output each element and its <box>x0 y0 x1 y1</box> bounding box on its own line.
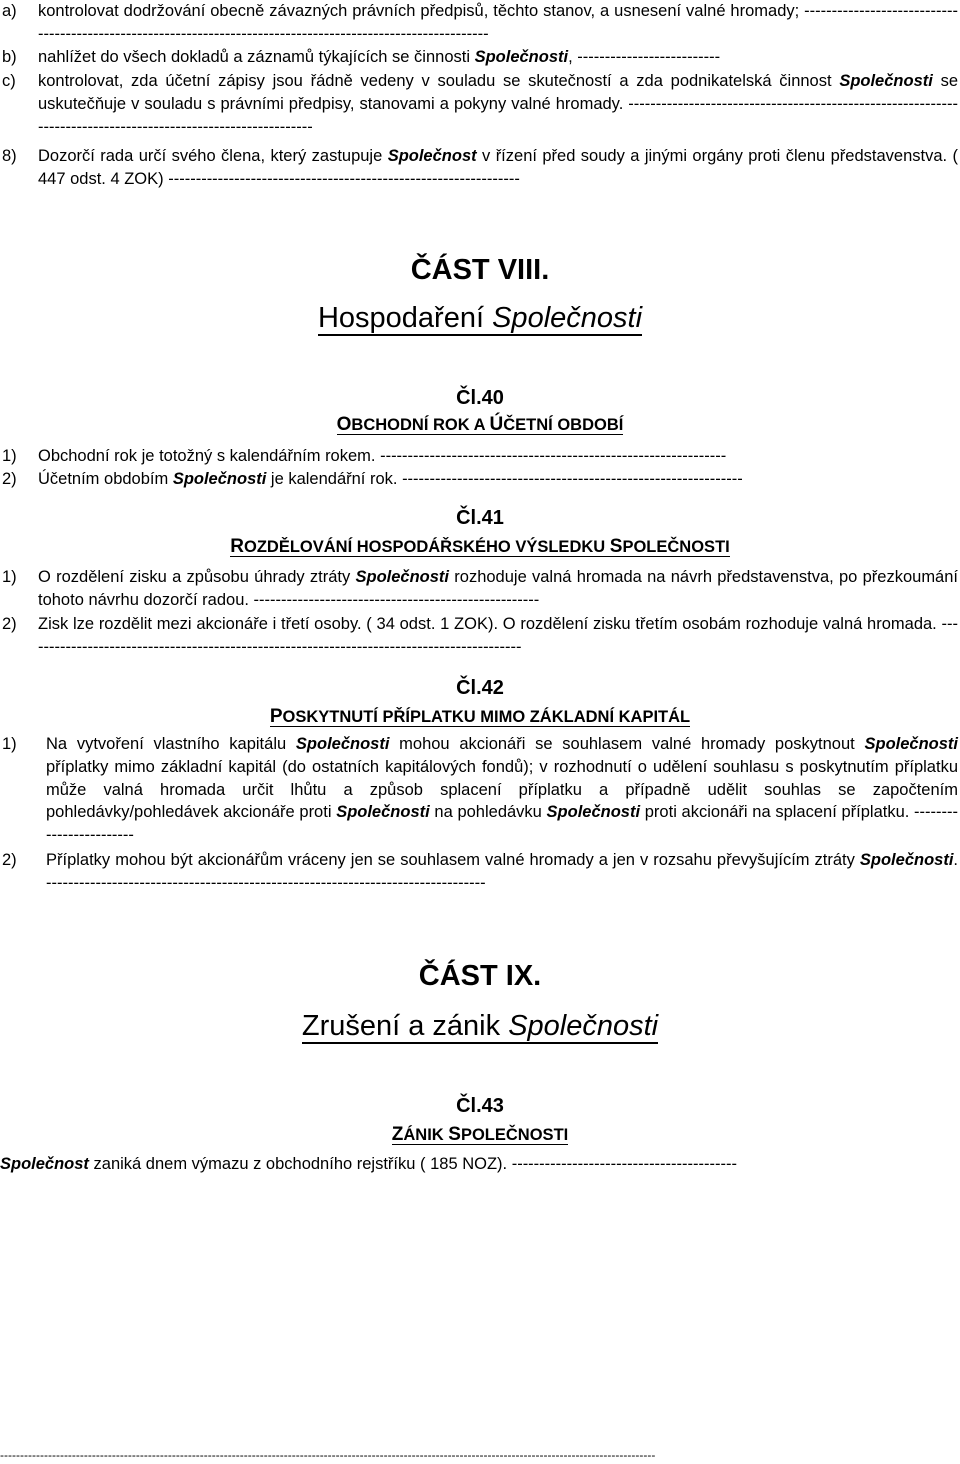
company-name: Společnosti <box>508 1010 659 1042</box>
part-title <box>0 300 960 336</box>
list-marker: a) <box>2 2 17 20</box>
title-run: Zrušení a zánik <box>301 1010 509 1042</box>
text-run: se uskutečňuje v souladu s právními předpisy, stanovami a pokyny valné hromady. -------------------------------------------------------------------------------------------------------------- <box>38 72 958 136</box>
company-name: Společnosti <box>336 803 430 822</box>
list-text: kontrolovat dodržování obecně závazných právních předpisů, těchto stanov, a usnesení valné hromady; -------------------------------------------------------------------------------------------------------------- <box>38 2 958 43</box>
part-heading: ČÁST VIII. <box>410 254 550 286</box>
list-marker: 1) <box>2 735 17 753</box>
title-run: OZDĚLOVÁNÍ HOSPODÁŘSKÉHO VÝSLEDKU <box>243 538 610 556</box>
title-cap: R <box>230 536 244 557</box>
point-text <box>38 468 958 491</box>
article-title <box>0 414 960 436</box>
article-40-point-2 <box>2 468 958 491</box>
title-run: ČETNÍ OBDOBÍ <box>503 416 624 434</box>
list-marker: 2) <box>2 470 17 488</box>
list-marker: c) <box>2 72 16 90</box>
company-name: Společnosti <box>172 470 267 488</box>
title-run: OSKYTNUTÍ PŘÍPLATKU MIMO ZÁKLADNÍ KAPITÁL <box>282 708 691 726</box>
title-cap: S <box>448 1124 461 1145</box>
point-text: Zisk lze rozdělit mezi akcionáře i třetí osoby. ( 34 odst. 1 ZOK). O rozdělení zisku třetím osobám rozhoduje valná hromada. ------------------------------------------------------------------------------------------- <box>38 615 958 656</box>
text-run: Účetním obdobím <box>38 470 173 488</box>
title-run: BCHODNÍ ROK A <box>351 416 490 434</box>
article-title <box>0 1124 960 1146</box>
list-marker: 1) <box>2 447 17 465</box>
article-40-point-1 <box>2 445 958 468</box>
point-text: Obchodní rok je totožný s kalendářním rokem. --------------------------------------------------------------- <box>38 447 727 465</box>
title-cap: Z <box>391 1124 404 1145</box>
text-run: Dozorčí rada určí svého člena, který zastupuje <box>38 147 388 165</box>
article-41-point-2 <box>2 613 958 659</box>
article-42-point-1 <box>2 733 958 847</box>
company-name: Společnosti <box>474 48 569 66</box>
article-title <box>0 706 960 728</box>
title-run: ÁNIK <box>403 1126 449 1144</box>
point-text <box>46 849 958 895</box>
article-number: Čl.42 <box>456 677 504 699</box>
text-run: kontrolovat, zda účetní zápisy jsou řádně vedeny v souladu se skutečností a zda podnikatelská činnost <box>38 72 840 90</box>
article-title <box>0 536 960 558</box>
title-run: POLEČNOSTI <box>460 1126 569 1144</box>
text-run: proti akcionáři na splacení příplatku. ------------------------ <box>46 803 958 845</box>
text-run: mohou akcionáři se souhlasem valné hromady poskytnout <box>389 735 865 753</box>
text-run: na pohledávku <box>429 803 547 822</box>
text-run: zaniká dnem výmazu z obchodního rejstříku ( 185 NOZ). ----------------------------------------- <box>88 1155 737 1173</box>
article-number: Čl.41 <box>456 507 504 529</box>
list-marker: 2) <box>2 851 17 869</box>
list-marker: 1) <box>2 568 17 586</box>
article-43-text <box>0 1153 956 1176</box>
point-text <box>38 145 958 191</box>
point-text <box>46 733 958 847</box>
title-cap: Ú <box>489 414 504 435</box>
article-number: Čl.43 <box>456 1095 504 1117</box>
title-cap: O <box>336 414 352 435</box>
part-title <box>0 1008 960 1044</box>
list-marker: 2) <box>2 615 17 633</box>
text-run: , -------------------------- <box>568 48 721 66</box>
list-text <box>38 46 958 69</box>
text-run: Příplatky mohou být akcionářům vráceny jen se souhlasem valné hromady a jen v rozsahu převyšujícím ztráty <box>46 851 860 869</box>
list-item-a <box>2 0 958 46</box>
company-name: Společnost <box>387 147 477 165</box>
article-text <box>0 1153 956 1176</box>
article-41-point-1 <box>2 566 958 612</box>
title-cap: S <box>609 536 623 557</box>
company-name: Společnosti <box>859 851 954 869</box>
point-text <box>38 566 958 612</box>
list-text <box>38 70 958 138</box>
article-42-point-2 <box>2 849 958 895</box>
point-8 <box>2 145 958 191</box>
title-run: Hospodaření <box>317 302 493 334</box>
text-run: . -------------------------------------------------------------------------------- <box>46 851 958 892</box>
title-cap: P <box>269 706 283 727</box>
text-run: v řízení před soudy a jinými orgány proti členu představenstva. ( 447 odst. 4 ZOK) ---------------------------------------------------------------- <box>38 147 958 188</box>
text-run: rozhoduje valná hromada na návrh představenstva, po přezkoumání tohoto návrhu dozorčí radou. ---------------------------------------------------- <box>38 568 958 609</box>
company-name: Společnosti <box>295 735 390 753</box>
company-name: Společnosti <box>546 803 641 822</box>
company-name: Společnost <box>0 1155 89 1173</box>
company-name: Společnosti <box>492 302 643 334</box>
list-marker: b) <box>2 48 17 66</box>
title-run: POLEČNOSTI <box>622 538 730 556</box>
text-run: O rozdělení zisku a způsobu úhrady ztráty <box>38 568 356 586</box>
list-item-c <box>2 70 958 138</box>
part-heading: ČÁST IX. <box>418 960 542 992</box>
footer-dash-line: -------------------------------------------------------------------------------------------------------------------------------------------------------------------- <box>0 1448 656 1462</box>
text-run: je kalendářní rok. -------------------------------------------------------------- <box>266 470 743 488</box>
list-item-b <box>2 46 958 69</box>
text-run: Na vytvoření vlastního kapitálu <box>46 735 296 753</box>
article-number: Čl.40 <box>456 387 504 409</box>
text-run: nahlížet do všech dokladů a záznamů týkajících se činnosti <box>38 48 475 66</box>
text-run: příplatky mimo základní kapitál (do ostatních kapitálových fondů); v rozhodnutí o udělení souhlasu s poskytnutím příplatku může valná hromada určit lhůtu a způsob splacení příplatku a případně udělit souhlas se započtením pohledávky/pohledávek akcionáře proti <box>46 757 958 822</box>
list-marker: 8) <box>2 147 17 165</box>
company-name: Společnosti <box>355 568 450 586</box>
company-name: Společnosti <box>864 735 958 753</box>
company-name: Společnosti <box>839 72 933 90</box>
